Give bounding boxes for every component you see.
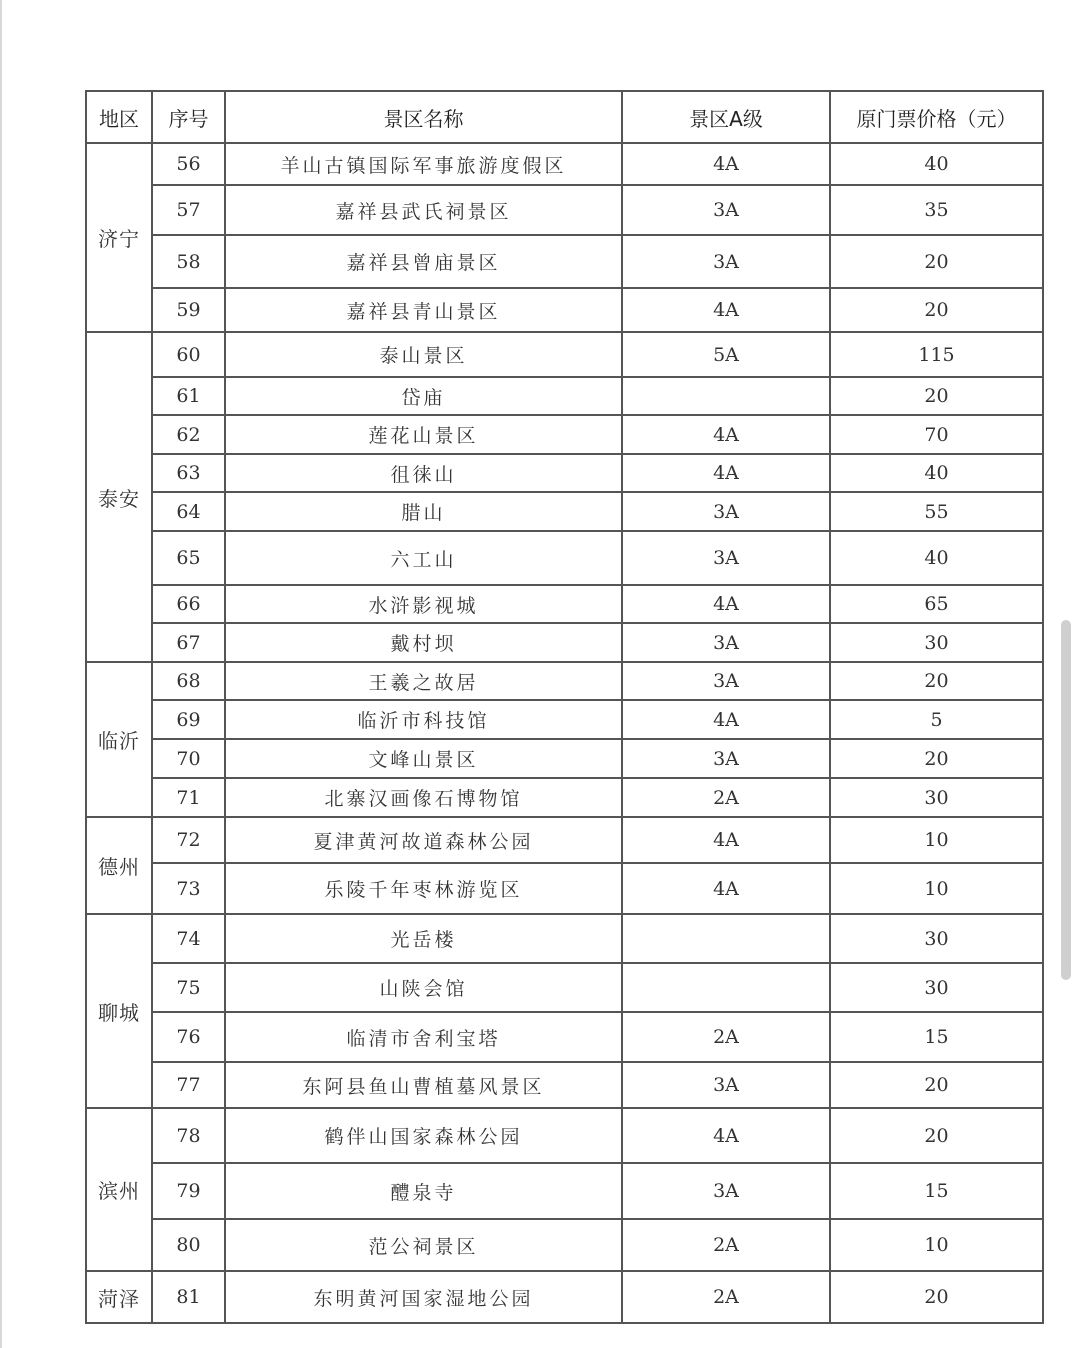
spot-name-cell: 鹤伴山国家森林公园 (225, 1108, 622, 1163)
header-price: 原门票价格（元） (830, 91, 1043, 143)
price-cell: 65 (830, 585, 1043, 623)
header-a-level: 景区A级 (622, 91, 830, 143)
number-cell: 62 (152, 415, 225, 454)
spot-name-cell: 羊山古镇国际军事旅游度假区 (225, 143, 622, 185)
spot-name-cell: 泰山景区 (225, 332, 622, 377)
table-row (86, 1012, 1043, 1062)
number-cell: 81 (152, 1271, 225, 1323)
header-region: 地区 (86, 91, 152, 143)
table-row (86, 1219, 1043, 1271)
table-row (86, 1163, 1043, 1219)
a-level-cell: 3A (622, 662, 830, 700)
price-cell: 20 (830, 1062, 1043, 1108)
table-row (86, 700, 1043, 739)
price-cell: 35 (830, 185, 1043, 235)
a-level-cell: 4A (622, 415, 830, 454)
price-cell: 40 (830, 531, 1043, 585)
a-level-cell: 4A (622, 700, 830, 739)
spot-name-cell: 山陕会馆 (225, 963, 622, 1012)
a-level-cell: 3A (622, 739, 830, 778)
a-level-cell (622, 963, 830, 1012)
price-cell: 10 (830, 1219, 1043, 1271)
spot-name-cell: 嘉祥县曾庙景区 (225, 235, 622, 288)
spot-name-cell: 嘉祥县青山景区 (225, 288, 622, 332)
price-cell: 20 (830, 739, 1043, 778)
table-row (86, 492, 1043, 531)
region-cell: 泰安 (86, 332, 152, 662)
a-level-cell: 3A (622, 623, 830, 662)
a-level-cell: 4A (622, 143, 830, 185)
region-cell: 临沂 (86, 662, 152, 817)
spot-name-cell: 夏津黄河故道森林公园 (225, 817, 622, 863)
a-level-cell (622, 914, 830, 963)
a-level-cell: 2A (622, 778, 830, 817)
scenic-spot-price-table (85, 90, 1044, 1324)
a-level-cell: 3A (622, 492, 830, 531)
table-row (86, 143, 1043, 185)
number-cell: 60 (152, 332, 225, 377)
number-cell: 74 (152, 914, 225, 963)
number-cell: 73 (152, 863, 225, 914)
scrollbar[interactable] (1061, 620, 1071, 980)
spot-name-cell: 光岳楼 (225, 914, 622, 963)
spot-name-cell: 岱庙 (225, 377, 622, 415)
spot-name-cell: 文峰山景区 (225, 739, 622, 778)
number-cell: 59 (152, 288, 225, 332)
number-cell: 61 (152, 377, 225, 415)
table-row (86, 454, 1043, 492)
price-cell: 70 (830, 415, 1043, 454)
spot-name-cell: 腊山 (225, 492, 622, 531)
table-row (86, 863, 1043, 914)
region-cell: 德州 (86, 817, 152, 914)
table-row (86, 585, 1043, 623)
number-cell: 64 (152, 492, 225, 531)
price-cell: 20 (830, 235, 1043, 288)
price-cell: 20 (830, 1108, 1043, 1163)
number-cell: 58 (152, 235, 225, 288)
header-spot-name: 景区名称 (225, 91, 622, 143)
spot-name-cell: 东明黄河国家湿地公园 (225, 1271, 622, 1323)
a-level-cell: 2A (622, 1219, 830, 1271)
table-header-row (86, 91, 1043, 143)
a-level-cell: 3A (622, 1163, 830, 1219)
price-cell: 20 (830, 662, 1043, 700)
price-cell: 20 (830, 1271, 1043, 1323)
spot-name-cell: 北寨汉画像石博物馆 (225, 778, 622, 817)
table-row (86, 235, 1043, 288)
table-row (86, 1062, 1043, 1108)
table-row (86, 185, 1043, 235)
number-cell: 67 (152, 623, 225, 662)
table-row (86, 778, 1043, 817)
price-cell: 5 (830, 700, 1043, 739)
a-level-cell: 4A (622, 817, 830, 863)
number-cell: 75 (152, 963, 225, 1012)
region-cell: 聊城 (86, 914, 152, 1108)
a-level-cell: 2A (622, 1271, 830, 1323)
spot-name-cell: 戴村坝 (225, 623, 622, 662)
number-cell: 78 (152, 1108, 225, 1163)
price-cell: 10 (830, 817, 1043, 863)
a-level-cell: 4A (622, 288, 830, 332)
spot-name-cell: 嘉祥县武氏祠景区 (225, 185, 622, 235)
number-cell: 63 (152, 454, 225, 492)
spot-name-cell: 王羲之故居 (225, 662, 622, 700)
spot-name-cell: 水浒影视城 (225, 585, 622, 623)
spot-name-cell: 徂徕山 (225, 454, 622, 492)
spot-name-cell: 临沂市科技馆 (225, 700, 622, 739)
region-cell: 济宁 (86, 143, 152, 332)
number-cell: 76 (152, 1012, 225, 1062)
price-cell: 20 (830, 288, 1043, 332)
price-cell: 40 (830, 454, 1043, 492)
a-level-cell: 3A (622, 1062, 830, 1108)
table-row (86, 623, 1043, 662)
a-level-cell: 4A (622, 1108, 830, 1163)
price-cell: 20 (830, 377, 1043, 415)
price-cell: 30 (830, 914, 1043, 963)
price-cell: 15 (830, 1012, 1043, 1062)
a-level-cell: 4A (622, 454, 830, 492)
a-level-cell: 3A (622, 185, 830, 235)
a-level-cell (622, 377, 830, 415)
table-row (86, 1108, 1043, 1163)
table-row (86, 288, 1043, 332)
spot-name-cell: 醴泉寺 (225, 1163, 622, 1219)
number-cell: 68 (152, 662, 225, 700)
number-cell: 65 (152, 531, 225, 585)
number-cell: 66 (152, 585, 225, 623)
number-cell: 79 (152, 1163, 225, 1219)
price-cell: 30 (830, 778, 1043, 817)
a-level-cell: 3A (622, 235, 830, 288)
a-level-cell: 5A (622, 332, 830, 377)
page-edge (0, 0, 2, 1348)
table-row (86, 817, 1043, 863)
price-cell: 30 (830, 623, 1043, 662)
spot-name-cell: 范公祠景区 (225, 1219, 622, 1271)
region-cell: 菏泽 (86, 1271, 152, 1323)
table-row (86, 415, 1043, 454)
table-row (86, 914, 1043, 963)
spot-name-cell: 乐陵千年枣林游览区 (225, 863, 622, 914)
price-cell: 55 (830, 492, 1043, 531)
price-cell: 115 (830, 332, 1043, 377)
price-cell: 30 (830, 963, 1043, 1012)
table-row (86, 662, 1043, 700)
table-row (86, 332, 1043, 377)
region-cell: 滨州 (86, 1108, 152, 1271)
number-cell: 57 (152, 185, 225, 235)
a-level-cell: 3A (622, 531, 830, 585)
price-cell: 40 (830, 143, 1043, 185)
price-cell: 15 (830, 1163, 1043, 1219)
number-cell: 69 (152, 700, 225, 739)
table-row (86, 1271, 1043, 1323)
number-cell: 71 (152, 778, 225, 817)
number-cell: 77 (152, 1062, 225, 1108)
a-level-cell: 4A (622, 585, 830, 623)
spot-name-cell: 莲花山景区 (225, 415, 622, 454)
a-level-cell: 4A (622, 863, 830, 914)
a-level-cell: 2A (622, 1012, 830, 1062)
number-cell: 80 (152, 1219, 225, 1271)
spot-name-cell: 东阿县鱼山曹植墓风景区 (225, 1062, 622, 1108)
spot-name-cell: 临清市舍利宝塔 (225, 1012, 622, 1062)
number-cell: 70 (152, 739, 225, 778)
table-row (86, 739, 1043, 778)
price-cell: 10 (830, 863, 1043, 914)
table-row (86, 377, 1043, 415)
header-number: 序号 (152, 91, 225, 143)
number-cell: 56 (152, 143, 225, 185)
table-row (86, 531, 1043, 585)
table-row (86, 963, 1043, 1012)
spot-name-cell: 六工山 (225, 531, 622, 585)
number-cell: 72 (152, 817, 225, 863)
